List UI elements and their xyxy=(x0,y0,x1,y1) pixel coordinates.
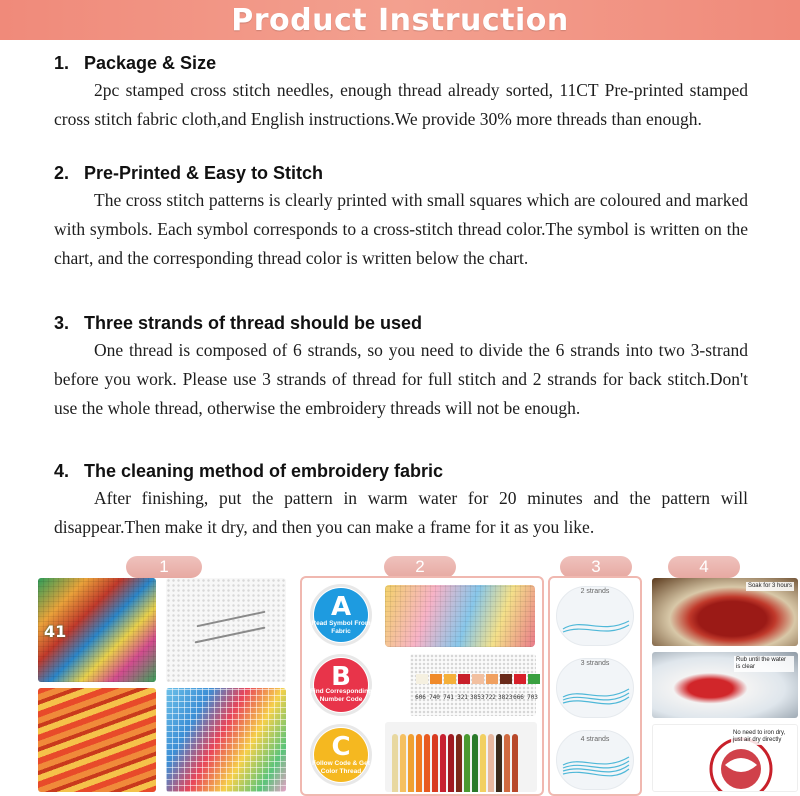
thread-skein xyxy=(408,734,414,792)
thread-code: 3853 xyxy=(470,694,485,701)
section-title: Package & Size xyxy=(84,53,217,73)
section-text: The cross stitch patterns is clearly printed with small squares which are coloured and marked with symbols. Each symbol corresponds to a cross-stitch thread color.The symbol is written on the chart, and the corresponding thread color is written below the chart. xyxy=(54,190,748,268)
thread-code: 741 xyxy=(443,694,454,701)
fabric-symbol-badge: 41 xyxy=(44,622,67,641)
swatch xyxy=(430,674,442,684)
step-tab-3: 3 xyxy=(560,556,632,578)
dry-caption: No need to iron dry, just air dry directly xyxy=(731,729,793,745)
step-letter: B xyxy=(331,662,351,692)
strand-illustration xyxy=(556,658,634,718)
color-chart-photo xyxy=(410,654,536,716)
needle-shape xyxy=(197,611,266,628)
needles-on-fabric-photo xyxy=(166,578,286,682)
step-letter: A xyxy=(330,592,352,622)
section-text: After finishing, put the pattern in warm water for 20 minutes and the pattern will disappear.Then make it dry, and then you can make a frame for it as you like. xyxy=(54,488,748,537)
swatch xyxy=(472,674,484,684)
step-tab-4: 4 xyxy=(668,556,740,578)
thread-bundles-photo xyxy=(38,688,156,792)
swatch xyxy=(500,674,512,684)
thread-code: 3823 xyxy=(498,694,513,701)
section-heading xyxy=(54,52,748,74)
swatch xyxy=(416,674,428,684)
title-banner xyxy=(0,0,800,40)
section-number: 3. xyxy=(54,313,70,333)
symbol-fabric-closeup xyxy=(385,585,535,647)
section-three-strands xyxy=(54,312,748,423)
swatch xyxy=(514,674,526,684)
swatch xyxy=(486,674,498,684)
section-package-size xyxy=(54,52,748,134)
step-a-text: Read Symbol From Fabric xyxy=(311,620,371,635)
section-number: 1. xyxy=(54,53,70,73)
rinsing-photo xyxy=(652,652,798,718)
step-b-text: Find Corresponding Number Code xyxy=(309,688,373,703)
thread-skein xyxy=(504,734,510,792)
strand-label: 3 strands xyxy=(580,660,610,667)
swatch xyxy=(444,674,456,684)
thread-skein xyxy=(440,734,446,792)
finished-embroidery-photo xyxy=(652,724,798,792)
thread-code: 703 xyxy=(527,694,538,701)
section-text: 2pc stamped cross stitch needles, enough thread already sorted, 11CT Pre-printed stamped cross stitch fabric cloth,and English instructions.We provide 30% more threads than enough. xyxy=(54,80,748,129)
section-text: One thread is composed of 6 strands, so you need to divide the 6 strands into two 3-strand before you work. Please use 3 strands of thread for full stitch and 2 strands for back stitch.Don't use the whole thread, otherwise the embroidery threads will not be enough. xyxy=(54,340,748,418)
stitched-pattern-photo xyxy=(166,688,286,792)
color-swatches xyxy=(416,674,540,684)
thread-code: 606 xyxy=(415,694,426,701)
swatch xyxy=(458,674,470,684)
thread-skein xyxy=(448,734,454,792)
soaking-photo xyxy=(652,578,798,646)
thread-skein xyxy=(480,734,486,792)
step-tab-1: 1 xyxy=(126,556,202,578)
thread-code: 321 xyxy=(457,694,468,701)
swatch xyxy=(528,674,540,684)
strand-label: 4 strands xyxy=(580,736,610,743)
strand-illustration xyxy=(556,586,634,646)
thread-skein xyxy=(416,734,422,792)
section-heading xyxy=(54,460,748,482)
section-pre-printed xyxy=(54,162,748,273)
step-c-text: Follow Code & Get Color Thread xyxy=(312,760,370,775)
section-number: 2. xyxy=(54,163,70,183)
thread-code: 722 xyxy=(485,694,496,701)
section-heading xyxy=(54,312,748,334)
thread-code: 666 xyxy=(513,694,524,701)
step-b-circle xyxy=(314,658,368,712)
section-title: The cleaning method of embroidery fabric xyxy=(84,461,444,481)
section-title: Three strands of thread should be used xyxy=(84,313,423,333)
strand-thread-icon xyxy=(557,587,635,647)
section-number: 4. xyxy=(54,461,70,481)
thread-skein xyxy=(472,734,478,792)
thread-skein xyxy=(392,734,398,792)
thread-skein xyxy=(496,734,502,792)
step-tab-2: 2 xyxy=(384,556,456,578)
thread-skein xyxy=(488,734,494,792)
step-letter: C xyxy=(331,732,351,762)
thread-skein xyxy=(512,734,518,792)
thread-skein xyxy=(456,734,462,792)
thread-skein xyxy=(400,734,406,792)
page-title: Product Instruction xyxy=(231,2,569,38)
thread-code-row xyxy=(414,694,539,701)
section-cleaning-method xyxy=(54,460,748,542)
rinse-caption: Rub until the water is clear xyxy=(734,656,794,672)
printed-fabric-photo xyxy=(38,578,156,682)
section-heading xyxy=(54,162,748,184)
needle-shape xyxy=(195,627,266,644)
strand-label: 2 strands xyxy=(580,588,610,595)
thread-skein xyxy=(464,734,470,792)
section-title: Pre-Printed & Easy to Stitch xyxy=(84,163,324,183)
thread-skein xyxy=(432,734,438,792)
thread-code: 740 xyxy=(429,694,440,701)
strand-thread-icon xyxy=(557,659,635,719)
soak-caption: Soak for 3 hours xyxy=(747,583,792,589)
thread-skein xyxy=(424,734,430,792)
